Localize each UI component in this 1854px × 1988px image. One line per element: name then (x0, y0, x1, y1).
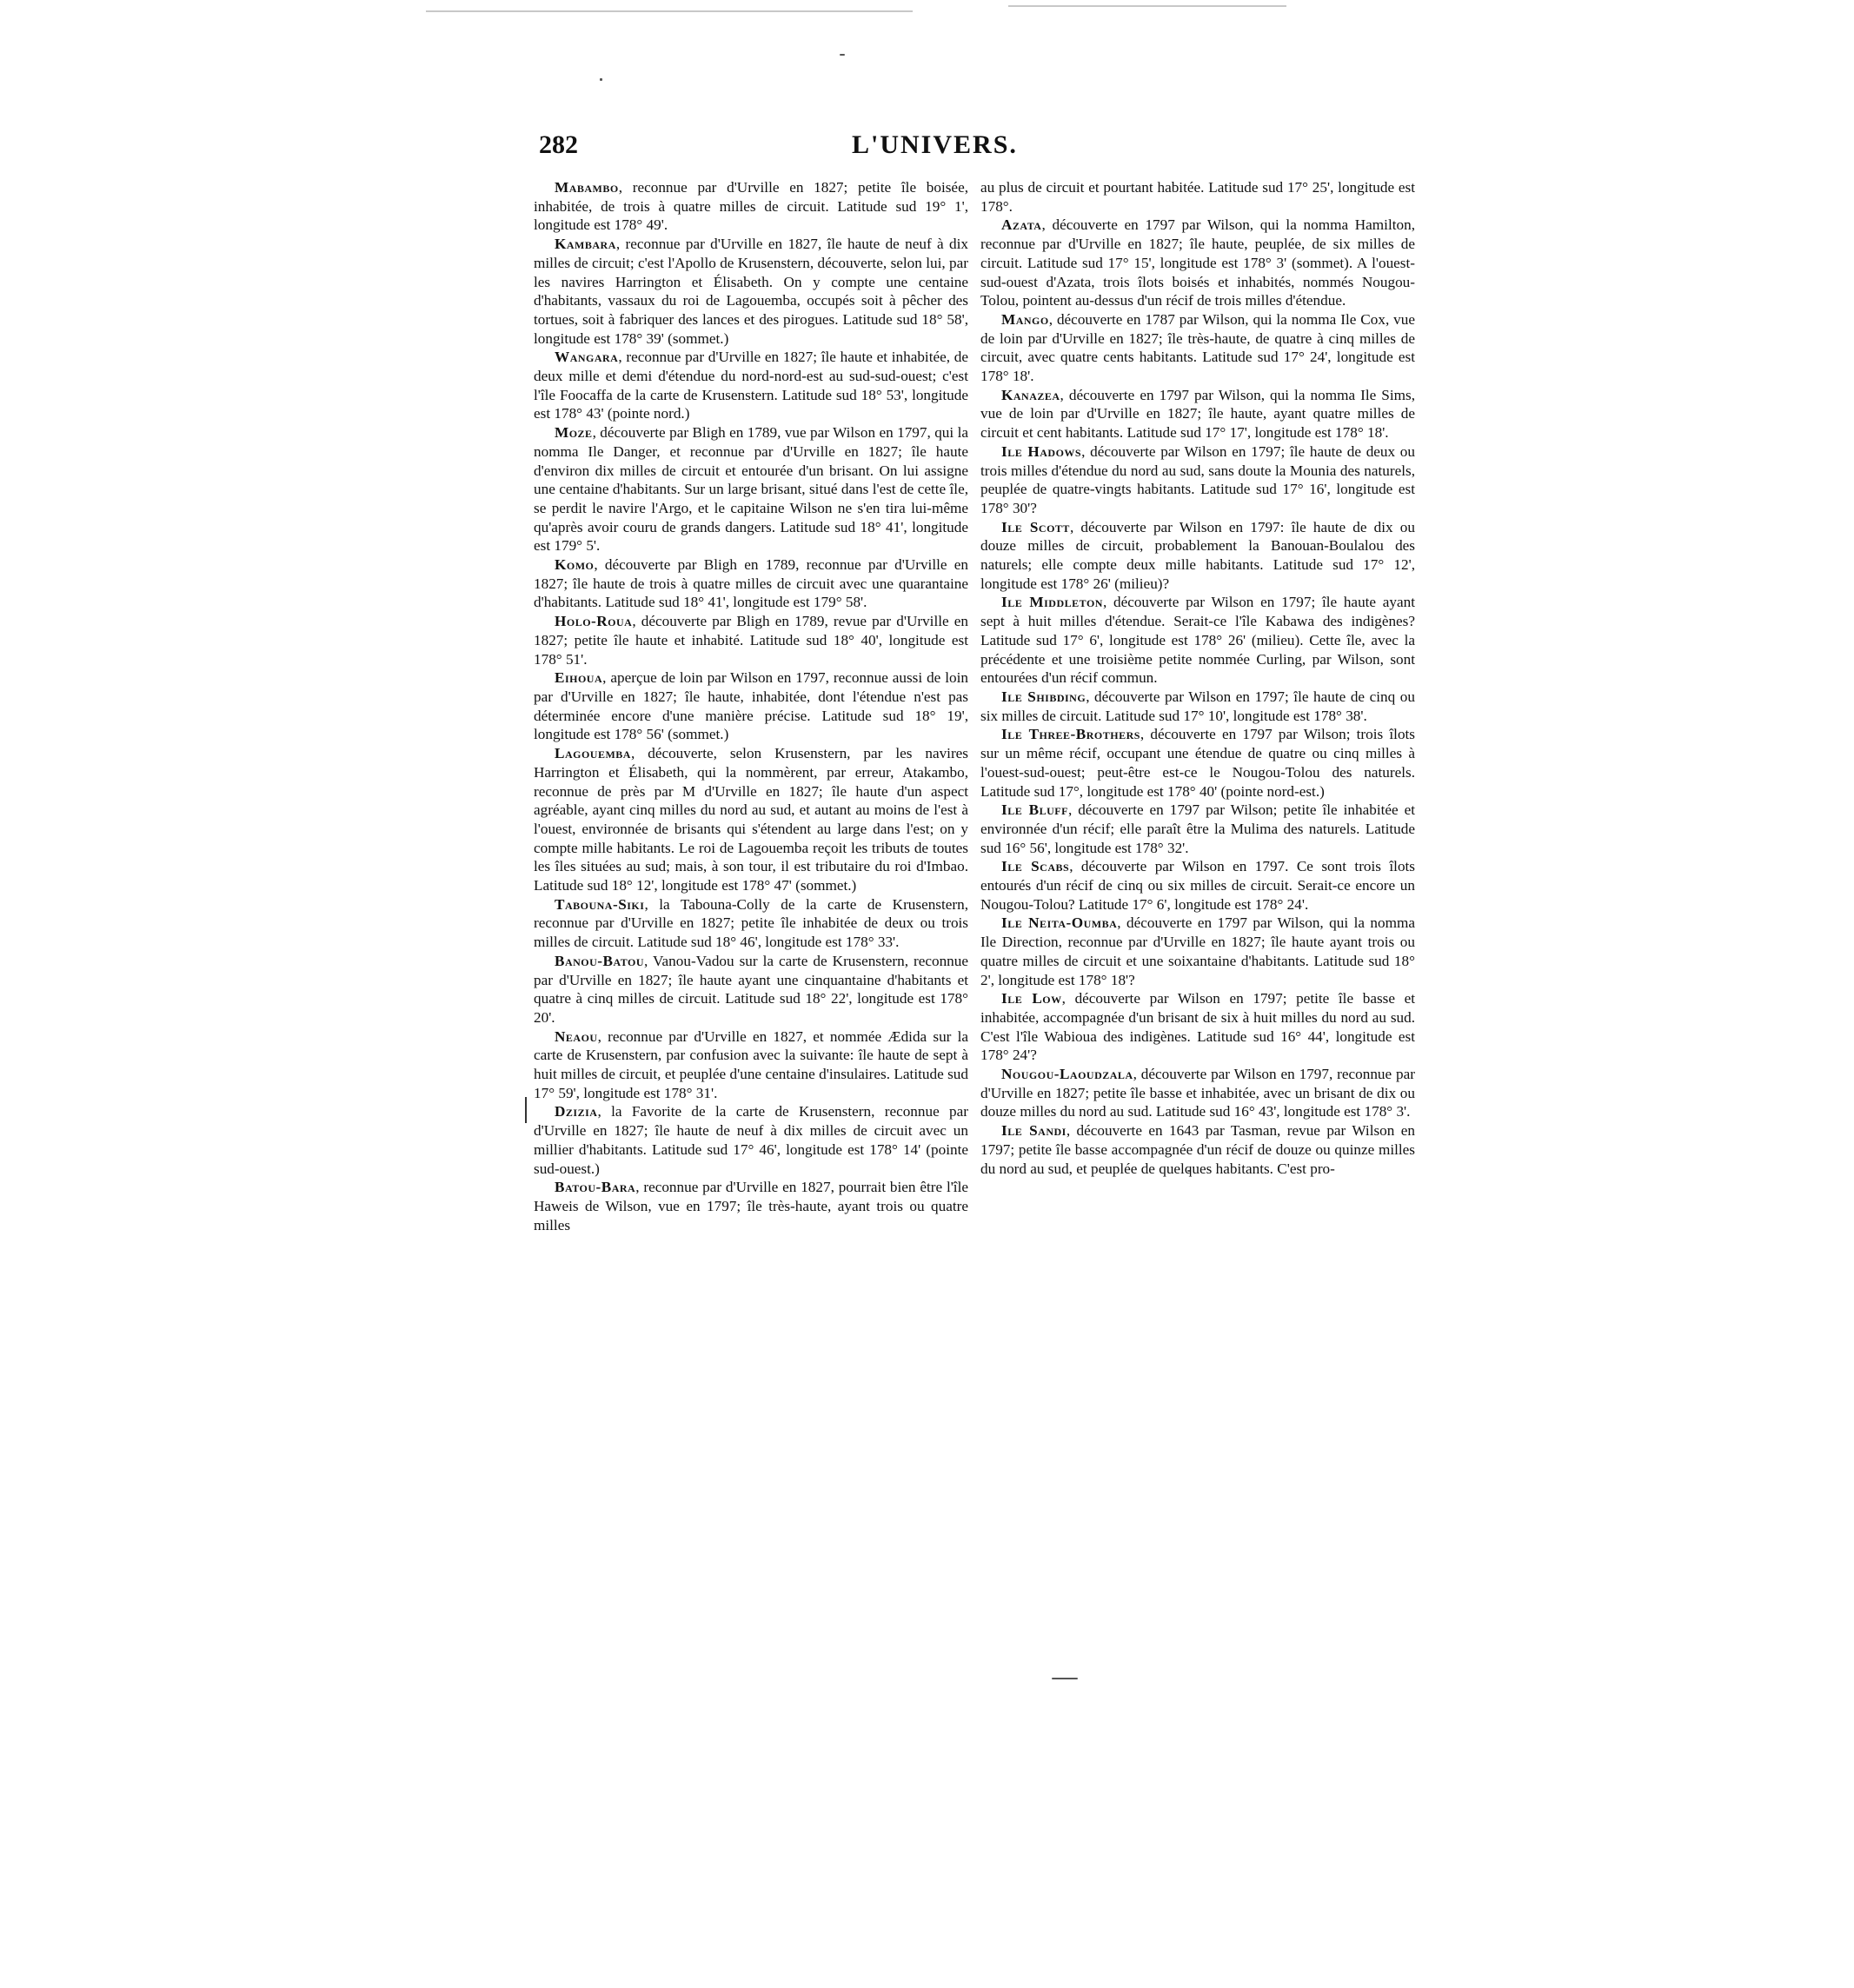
entry-paragraph (980, 518, 1415, 594)
entry-name: Ile Low (1001, 990, 1062, 1007)
entry-name: Kanazea (1001, 386, 1060, 403)
entry-name: Moze (555, 424, 593, 442)
entry-name: Neaou (555, 1027, 598, 1045)
entry-paragraph (534, 348, 968, 423)
entry-name: Ile Hadows (1001, 442, 1082, 460)
entry-name: Batou-Bara (555, 1179, 636, 1196)
entry-text: , découverte par Bligh en 1789, reconnue par d'Urville en 1827; île haute de trois à quatre milles de circuit avec une quarantaine d'habitants. Latitude sud 18° 41', longitude est 179° 58'. (534, 556, 968, 611)
right-column (980, 178, 1415, 1178)
entry-paragraph (980, 989, 1415, 1065)
entry-text: , Vanou-Vadou sur la carte de Krusenstern, reconnue par d'Urville en 1827; île haute ayant une cinquantaine d'habitants et quatre à cinq milles de circuit. Latitude sud 18° 22', longitude est 178° 20'. (534, 952, 968, 1026)
scan-speck (1052, 1678, 1078, 1679)
entry-paragraph (534, 612, 968, 668)
entry-name: Komo (555, 556, 595, 574)
entry-name: Ile Sandi (1001, 1122, 1067, 1140)
entry-name: Ile Three-Brothers (1001, 726, 1140, 743)
entry-text: , découverte en 1787 par Wilson, qui la nomma Ile Cox, vue de loin par d'Urville en 1827; île très-haute, de quatre à cinq milles de circuit, avec quatre cents habitants. Latitude sud 17° 24', longitude est 178° 18'. (980, 310, 1415, 385)
entry-name: Wangara (555, 349, 619, 366)
scan-artifact-top (1008, 5, 1286, 7)
entry-name: Ile Scott (1001, 518, 1070, 535)
entry-name: Tabouna-Siki (555, 895, 645, 913)
entry-paragraph (980, 386, 1415, 442)
entry-paragraph (980, 1121, 1415, 1178)
entry-name: Dzizia (555, 1103, 598, 1120)
scan-artifact-top (426, 10, 913, 12)
entry-text: , découverte par Wilson en 1797; île haute de deux ou trois milles d'étendue du nord au sud, sans doute la Mounia des naturels, peuplée de quatre-vingts habitants. Latitude sud 17° 16', longitude est 178° 30'? (980, 442, 1415, 516)
entry-text: , découverte par Wilson en 1797; île haute de cinq ou six milles de circuit. Latitude sud 17° 10', longitude est 178° 38'. (980, 688, 1415, 724)
entry-paragraph (980, 801, 1415, 857)
entry-text: , découverte par Wilson en 1797. Ce sont trois îlots entourés d'un récif de cinq ou six milles de circuit. Serait-ce encore un Nougou-Tolou? Latitude 17° 6', longitude est 178° 24'. (980, 858, 1415, 913)
entry-text: , découverte par Wilson en 1797; petite île basse et inhabitée, accompagnée d'un brisant de six à huit milles du nord au sud. C'est l'île Wabioua des indigènes. Latitude sud 16° 44', longitude est 178° 24'? (980, 990, 1415, 1064)
entry-paragraph (534, 1178, 968, 1234)
entry-text: , découverte par Wilson en 1797: île haute de dix ou douze milles de circuit, probablement la Banouan-Boulalou des naturels; elle compte deux mille habitants. Latitude sud 17° 12', longitude est 178° 26' (milieu)? (980, 518, 1415, 592)
entry-text: , découverte en 1797 par Wilson; trois îlots sur un même récif, occupant une étendue de quatre ou cinq milles à l'ouest-sud-ouest; peut-être est-ce le Nougou-Tolou des naturels. Latitude sud 17°, longitude est 178° 40' (pointe nord-est.) (980, 726, 1415, 800)
entry-text: , découverte par Bligh en 1789, revue par d'Urville en 1827; petite île haute et inhabité. Latitude sud 18° 40', longitude est 178° 51'. (534, 613, 968, 668)
entry-text: , reconnue par d'Urville en 1827; île haute et inhabitée, de deux mille et demi d'étendue du nord-nord-est au sud-sud-ouest; c'est l'île Foocaffa de la carte de Krusenstern. Latitude sud 18° 53', longitude est 178° 43' (pointe nord.) (534, 349, 968, 422)
entry-paragraph (534, 178, 968, 235)
entry-paragraph (980, 593, 1415, 688)
entry-paragraph (980, 216, 1415, 310)
entry-name: Banou-Batou (555, 952, 645, 969)
scan-speck (600, 78, 602, 81)
entry-name: Lagouemba (555, 745, 631, 762)
scan-speck (840, 54, 845, 56)
entry-paragraph (980, 1065, 1415, 1121)
entry-name: Ile Shibding (1001, 688, 1086, 705)
entry-text: , découverte en 1643 par Tasman, revue par Wilson en 1797; petite île basse accompagnée d'un récif de douze ou quinze milles du nord au sud, et peuplée de quelques habitants. C'est pro- (980, 1122, 1415, 1177)
entry-text: , découverte, selon Krusenstern, par les navires Harrington et Élisabeth, qui la nommèrent, par erreur, Atakambo, reconnue de près par M d'Urville en 1827; île haute d'un aspect agréable, ayant cinq milles du nord au sud, et autant au moins de l'est à l'ouest, environnée de brisants qui s'étendent au large dans l'est; on y compte mille habitants. Le roi de Lagouemba reçoit les tributs de toutes les îles situées au sud; mais, à son tour, il est tributaire du roi d'Imbao. Latitude sud 18° 12', longitude est 178° 47' (sommet.) (534, 745, 968, 894)
entry-paragraph (534, 235, 968, 348)
entry-paragraph (534, 1102, 968, 1178)
entry-paragraph (980, 442, 1415, 518)
entry-text: , découverte en 1797 par Wilson, qui la nomma Hamilton, reconnue par d'Urville en 1827; île haute, peuplée, de six milles de circuit. Latitude sud 17° 15', longitude est 178° 3' (sommet). A l'ouest-sud-ouest d'Azata, trois îlots boisés et inhabités, nommés Nougou-Tolou, pointent au-dessus d'un récif de trois milles d'étendue. (980, 216, 1415, 309)
entry-name: Nougou-Laoudzala (1001, 1066, 1133, 1083)
entry-text: , reconnue par d'Urville en 1827, île haute de neuf à dix milles de circuit; c'est l'Apollo de Krusenstern, découverte, selon lui, par les navires Harrington et Élisabeth. On y compte une centaine d'habitants, vassaux du roi de Lagouemba, occupés soit à pêcher des tortues, soit à fabriquer des lances et des pirogues. Latitude sud 18° 58', longitude est 178° 39' (sommet.) (534, 236, 968, 347)
entry-text: , découverte par Bligh en 1789, vue par Wilson en 1797, qui la nomma Ile Danger, et reconnue par d'Urville en 1827; île haute d'environ dix milles de circuit et entourée d'un brisant. On lui assigne une centaine d'habitants. Sur un large brisant, situé dans l'est de cette île, se perdit le navire l'Argo, et le capitaine Wilson ne s'en tira lui-même qu'après avoir couru de grands dangers. Latitude sud 18° 41', longitude est 179° 5'. (534, 424, 968, 555)
entry-name: Mango (1001, 310, 1049, 328)
entry-paragraph (534, 668, 968, 744)
entry-paragraph (534, 1027, 968, 1103)
entry-paragraph (534, 952, 968, 1027)
entry-text: , reconnue par d'Urville en 1827; petite île boisée, inhabitée, de trois à quatre milles de circuit. Latitude sud 19° 1', longitude est 178° 49'. (534, 179, 968, 234)
margin-mark (525, 1097, 527, 1123)
entry-text: , reconnue par d'Urville en 1827, et nommée Ædida sur la carte de Krusenstern, par confusion avec la suivante: île haute de sept à huit milles de circuit, et peuplée d'une centaine d'insulaires. Latitude sud 17° 59', longitude est 178° 31'. (534, 1027, 968, 1101)
entry-paragraph (534, 744, 968, 895)
page-header (539, 130, 1486, 170)
entry-text: au plus de circuit et pourtant habitée. Latitude sud 17° 25', longitude est 178°. (980, 179, 1415, 215)
entry-name: Ile Middleton (1001, 594, 1103, 611)
running-title: L'UNIVERS. (852, 130, 1018, 159)
entry-name: Holo-Roua (555, 613, 633, 630)
entry-paragraph (980, 725, 1415, 801)
entry-paragraph (980, 857, 1415, 914)
entry-text: , aperçue de loin par Wilson en 1797, reconnue aussi de loin par d'Urville en 1827; île haute, inhabitée, dont l'étendue n'est pas déterminée encore d'une manière précise. Latitude sud 18° 19', longitude est 178° 56' (sommet.) (534, 669, 968, 743)
entry-paragraph (534, 895, 968, 952)
entry-name: Mabambo (555, 179, 619, 196)
entry-text: , découverte en 1797 par Wilson, qui la nomma Ile Sims, vue de loin par d'Urville en 1827; île haute, ayant quatre milles de circuit et cent habitants. Latitude sud 17° 17', longitude est 178° 18'. (980, 386, 1415, 442)
entry-paragraph (980, 178, 1415, 216)
entry-name: Ile Scabs (1001, 858, 1070, 875)
entry-text: , découverte en 1797 par Wilson, qui la nomma Ile Direction, reconnue par d'Urville en 1827; île haute ayant trois ou quatre milles de circuit et une soixantaine d'habitants. Latitude sud 18° 2', longitude est 178° 18'? (980, 914, 1415, 988)
entry-text: , découverte par Wilson en 1797; île haute ayant sept à huit milles d'étendue. Serait-ce l'île Kabawa des indigènes? Latitude sud 17° 6', longitude est 178° 26' (milieu). Cette île, avec la précédente et une troisième petite nommée Curling, par Wilson, sont entourées d'un récif commun. (980, 594, 1416, 687)
entry-paragraph (980, 688, 1415, 725)
entry-paragraph (980, 310, 1415, 386)
page-number: 282 (539, 130, 578, 159)
entry-name: Ile Bluff (1001, 801, 1068, 819)
entry-text: , la Favorite de la carte de Krusenstern, reconnue par d'Urville en 1827; île haute de neuf à dix milles de circuit avec un millier d'habitants. Latitude sud 17° 46', longitude est 178° 14' (pointe sud-ouest.) (534, 1103, 968, 1177)
entry-text: , la Tabouna-Colly de la carte de Krusenstern, reconnue par d'Urville en 1827; petite île inhabitée de deux ou trois milles de circuit. Latitude sud 18° 46', longitude est 178° 33'. (534, 895, 968, 951)
entry-name: Eihoua (555, 669, 603, 687)
left-column (534, 178, 968, 1234)
entry-name: Ile Neita-Oumba (1001, 914, 1118, 932)
entry-text: , découverte par Wilson en 1797, reconnue par d'Urville en 1827; petite île basse et inhabitée, avec un brisant de dix ou douze milles du nord au sud. Latitude sud 16° 43', longitude est 178° 3'. (980, 1066, 1415, 1120)
entry-name: Kambara (555, 236, 616, 253)
entry-paragraph (534, 555, 968, 612)
entry-paragraph (534, 423, 968, 555)
entry-text: , reconnue par d'Urville en 1827, pourrait bien être l'île Haweis de Wilson, vue en 1797; île très-haute, ayant trois ou quatre milles (534, 1179, 968, 1233)
entry-text: , découverte en 1797 par Wilson; petite île inhabitée et environnée d'un récif; elle paraît être la Mulima des naturels. Latitude sud 16° 56', longitude est 178° 32'. (980, 801, 1415, 856)
entry-name: Azata (1001, 216, 1042, 234)
entry-paragraph (980, 914, 1415, 989)
